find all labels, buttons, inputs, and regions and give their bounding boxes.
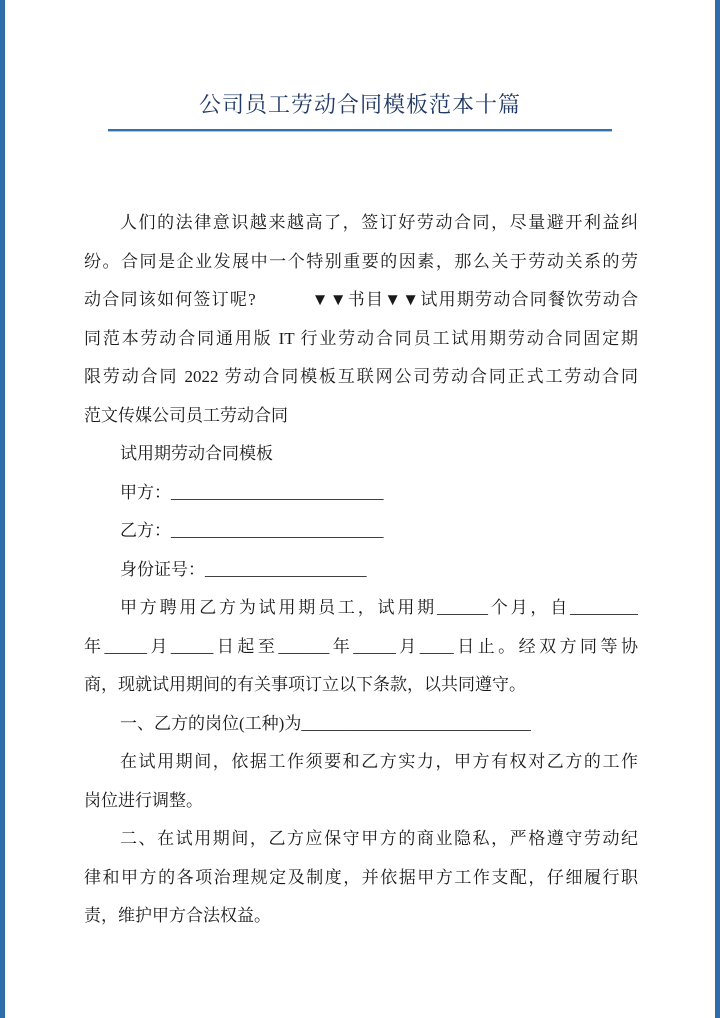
document-body — [84, 204, 638, 936]
text-line: 范文传媒公司员工劳动合同 — [84, 405, 288, 425]
text-line: 年_____月_____日起至______年_____月____日止。经双方同等协 — [84, 636, 638, 656]
page-left-edge-bar — [0, 0, 5, 1018]
text-line: 试用期劳动合同模板 — [120, 444, 273, 463]
text-line: 身份证号：___________________ — [120, 559, 367, 579]
text-line: 限劳动合同 2022 劳动合同模板互联网公司劳动合同正式工劳动合同 — [84, 367, 638, 386]
text-line: 一、乙方的岗位(工种)为___________________________ — [120, 713, 531, 733]
text-line: 乙方：_________________________ — [120, 521, 384, 540]
document-title: 公司员工劳动合同模板范本十篇 — [198, 92, 521, 117]
title-divider-rule — [108, 129, 612, 132]
text-line: 人们的法律意识越来越高了，签订好劳动合同，尽量避开利益纠 — [120, 213, 638, 232]
text-line: 律和甲方的各项治理规定及制度，并依据甲方工作支配，仔细履行职 — [84, 867, 638, 887]
text-line: 二、在试用期间，乙方应保守甲方的商业隐私，严格遵守劳动纪 — [120, 829, 638, 848]
text-line: 动合同该如何签订呢? ▼▼书目▼▼试用期劳动合同餐饮劳动合 — [84, 290, 638, 309]
text-line: 商，现就试用期间的有关事项订立以下条款，以共同遵守。 — [84, 675, 526, 694]
text-line: 岗位进行调整。 — [84, 790, 203, 810]
text-line: 在试用期间，依据工作须要和乙方实力，甲方有权对乙方的工作 — [120, 752, 638, 771]
text-line: 同范本劳动合同通用版 IT 行业劳动合同员工试用期劳动合同固定期 — [84, 328, 638, 348]
page-right-edge-bar — [715, 0, 720, 1018]
text-line: 甲方聘用乙方为试用期员工，试用期______个月，自________ — [120, 598, 638, 617]
text-line: 纷。合同是企业发展中一个特别重要的因素，那么关于劳动关系的劳 — [84, 251, 638, 271]
text-line: 甲方：_________________________ — [120, 482, 384, 502]
text-line: 责，维护甲方合法权益。 — [84, 906, 271, 925]
